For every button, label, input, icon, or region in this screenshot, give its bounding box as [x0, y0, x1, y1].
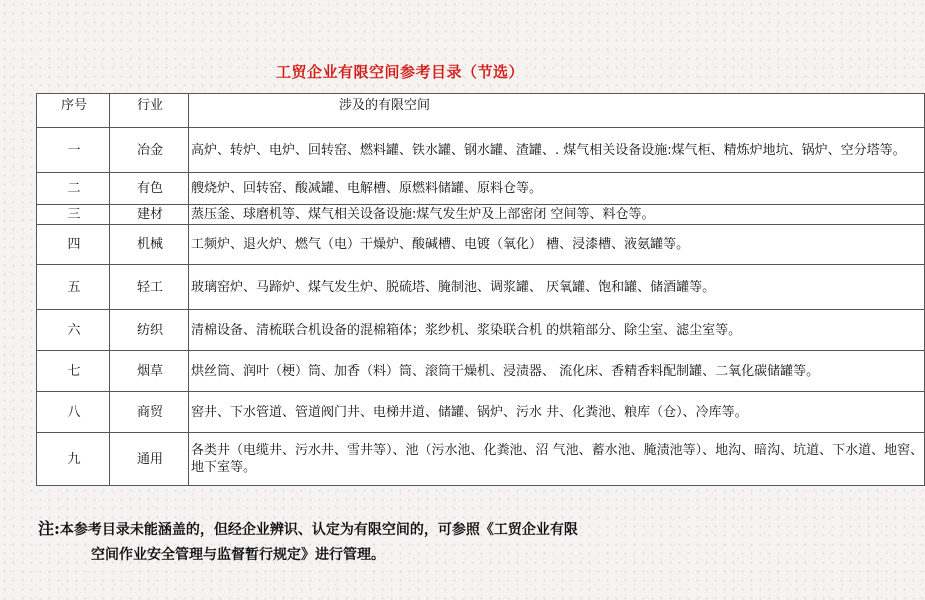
cell-confined-spaces: 蒸压釜、球磨机等、煤气相关设备设施:煤气发生炉及上部密闭 空间等、料仓等。 [189, 205, 925, 225]
cell-industry: 纺织 [110, 310, 189, 351]
cell-industry: 冶金 [110, 128, 189, 173]
cell-confined-spaces: 窖井、下水管道、管道阀门井、电梯井道、储罐、锅炉、污水 井、化粪池、粮库（仓）、冷库等。 [189, 392, 925, 433]
table-row [37, 128, 925, 173]
cell-confined-spaces: 艘烧炉、回转窑、酸减罐、电解槽、原燃料储罐、原料仓等。 [189, 173, 925, 205]
cell-serial-number: 七 [37, 351, 110, 392]
cell-industry: 通用 [110, 433, 189, 486]
cell-industry: 轻工 [110, 265, 189, 310]
cell-serial-number: 三 [37, 205, 110, 225]
cell-confined-spaces: 玻璃窑炉、马蹄炉、煤气发生炉、脱硫塔、腌制池、调浆罐、 厌氧罐、饱和罐、储酒罐等。 [189, 265, 925, 310]
table-row [37, 173, 925, 205]
cell-serial-number: 六 [37, 310, 110, 351]
cell-serial-number: 二 [37, 173, 110, 205]
table-row [37, 205, 925, 225]
table-row [37, 310, 925, 351]
footnote [38, 516, 778, 568]
cell-industry: 机械 [110, 225, 189, 265]
table-row [37, 351, 925, 392]
table-row [37, 392, 925, 433]
footnote-line-1: 本参考目录未能涵盖的，但经企业辨识、认定为有限空间的，可参照《工贸企业有限 [59, 522, 578, 538]
header-industry: 行业 [110, 94, 189, 128]
cell-serial-number: 八 [37, 392, 110, 433]
footnote-line-2: 空间作业安全管理与监督暂行规定》进行管理。 [91, 547, 385, 563]
footnote-label: 注: [38, 519, 60, 538]
cell-serial-number: 四 [37, 225, 110, 265]
cell-confined-spaces: 清棉设备、清梳联合机设备的混棉箱体；浆纱机、浆染联合机 的烘箱部分、除尘室、滤尘室等。 [189, 310, 925, 351]
cell-confined-spaces: 高炉、转炉、电炉、回转窑、燃料罐、铁水罐、钢水罐、渣罐、. 煤气相关设备设施:煤气柜、精炼炉地坑、锅炉、空分塔等。 [189, 128, 925, 173]
cell-serial-number: 五 [37, 265, 110, 310]
table-row [37, 225, 925, 265]
cell-confined-spaces: 烘丝筒、润叶（梗）筒、加香（料）筒、滚筒干燥机、浸渍器、 流化床、香精香料配制罐、二氧化碳储罐等。 [189, 351, 925, 392]
cell-industry: 有色 [110, 173, 189, 205]
cell-serial-number: 九 [37, 433, 110, 486]
cell-confined-spaces: 工频炉、退火炉、燃气（电）干燥炉、酸碱槽、电镀（氧化） 槽、浸漆槽、液氨罐等。 [189, 225, 925, 265]
cell-confined-spaces: 各类井（电缆井、污水井、雪井等）、池（污水池、化粪池、沼 气池、蓄水池、腌渍池等）、地沟、暗沟、坑道、下水道、地窖、 地下室等。 [189, 433, 925, 486]
cell-industry: 烟草 [110, 351, 189, 392]
confined-space-catalog-table [36, 93, 925, 486]
cell-industry: 商贸 [110, 392, 189, 433]
table-row [37, 265, 925, 310]
header-confined-spaces: 涉及的有限空间 [189, 94, 925, 128]
cell-industry: 建材 [110, 205, 189, 225]
document-title: 工贸企业有限空间参考目录（节选） [275, 63, 524, 81]
table-header-row [37, 94, 925, 128]
table-row [37, 433, 925, 486]
cell-serial-number: 一 [37, 128, 110, 173]
header-serial-number: 序号 [37, 94, 110, 128]
